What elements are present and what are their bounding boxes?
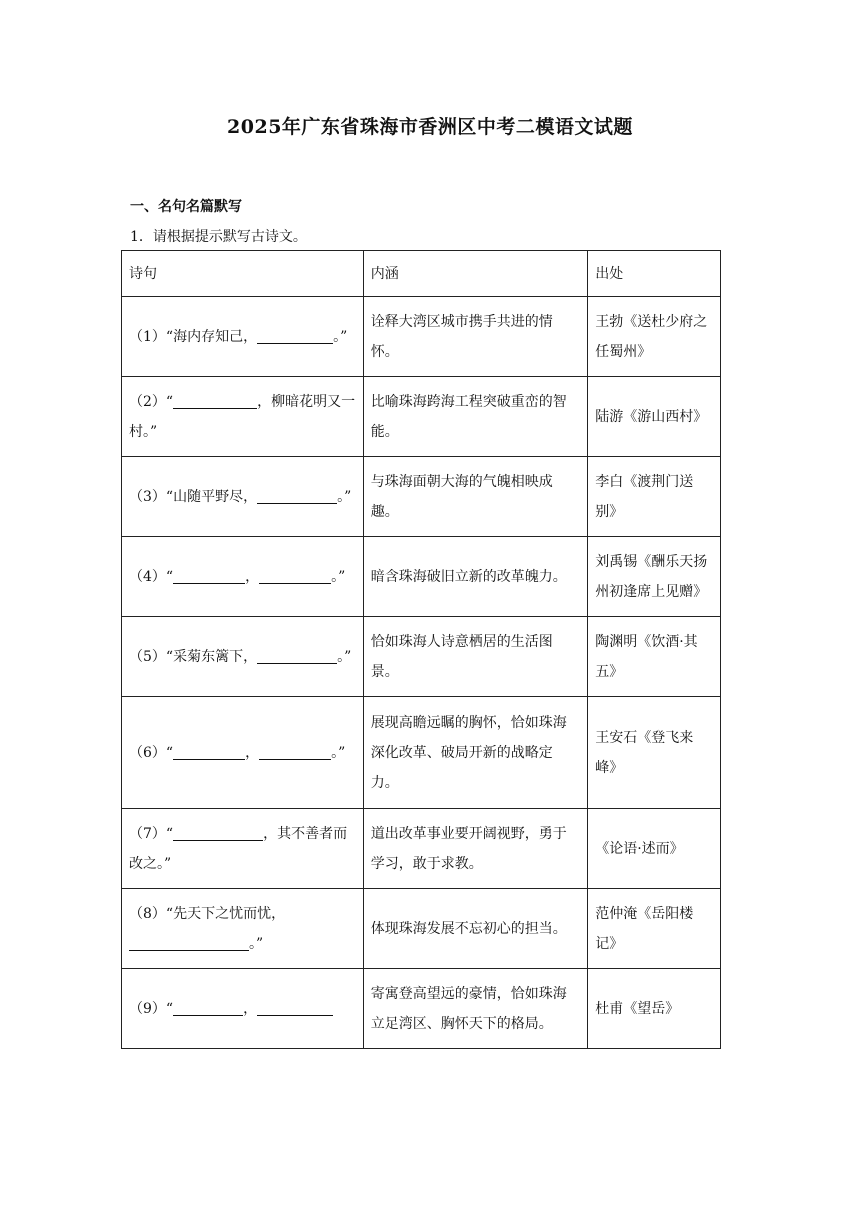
meaning-cell: 诠释大湾区城市携手共进的情怀。	[363, 297, 587, 377]
answer-blank[interactable]	[259, 569, 331, 584]
verse-text: ，其不善者而改之。”	[129, 825, 348, 872]
source-cell: 李白《渡荆门送别》	[588, 457, 721, 537]
page-title: 2025年广东省珠海市香洲区中考二模语文试题	[227, 116, 633, 138]
source-cell: 《论语·述而》	[588, 809, 721, 889]
table-row	[122, 617, 721, 697]
table-row	[122, 889, 721, 969]
source-cell: 范仲淹《岳阳楼记》	[588, 889, 721, 969]
verse-cell	[122, 377, 364, 457]
source-cell: 王安石《登飞来峰》	[588, 697, 721, 809]
table-row	[122, 457, 721, 537]
answer-blank[interactable]	[173, 394, 257, 409]
verse-text: 。”	[337, 488, 352, 505]
source-cell: 刘禹锡《酬乐天扬州初逢席上见赠》	[588, 537, 721, 617]
verse-text: 。”	[337, 648, 352, 665]
verse-text: （6）“	[129, 744, 174, 761]
meaning-cell: 暗含珠海破旧立新的改革魄力。	[363, 537, 587, 617]
verse-cell	[122, 297, 364, 377]
verse-cell	[122, 617, 364, 697]
verse-text: （9）“	[129, 1000, 174, 1017]
verse-text: ，柳暗花明又一村。”	[129, 393, 356, 440]
answer-blank[interactable]	[257, 649, 337, 664]
answer-blank[interactable]	[129, 936, 249, 951]
verse-cell	[122, 809, 364, 889]
table-row	[122, 377, 721, 457]
meaning-cell: 恰如珠海人诗意栖居的生活图景。	[363, 617, 587, 697]
poem-table	[121, 250, 721, 1049]
verse-cell	[122, 457, 364, 537]
verse-text: ，	[245, 568, 260, 585]
meaning-cell: 比喻珠海跨海工程突破重峦的智能。	[363, 377, 587, 457]
source-cell: 王勃《送杜少府之任蜀州》	[588, 297, 721, 377]
answer-blank[interactable]	[173, 569, 245, 584]
verse-cell	[122, 889, 364, 969]
meaning-cell: 体现珠海发展不忘初心的担当。	[363, 889, 587, 969]
verse-text: （2）“	[129, 393, 174, 410]
meaning-cell: 展现高瞻远瞩的胸怀，恰如珠海深化改革、破局开新的战略定力。	[363, 697, 587, 809]
verse-cell	[122, 697, 364, 809]
table-header-row	[122, 251, 721, 297]
answer-blank[interactable]	[259, 745, 331, 760]
meaning-cell: 寄寓登高望远的豪情，恰如珠海立足湾区、胸怀天下的格局。	[363, 969, 587, 1049]
verse-text: （4）“	[129, 568, 174, 585]
meaning-cell: 道出改革事业要开阔视野，勇于学习，敢于求教。	[363, 809, 587, 889]
source-cell: 陆游《游山西村》	[588, 377, 721, 457]
answer-blank[interactable]	[173, 1001, 243, 1016]
verse-text: （3）“山随平野尽，	[129, 488, 258, 505]
verse-cell	[122, 537, 364, 617]
verse-text: （8）“先天下之忧而忧，	[129, 905, 286, 922]
table-row	[122, 697, 721, 809]
verse-text: （1）“海内存知己，	[129, 328, 258, 345]
verse-text: 。”	[331, 568, 346, 585]
header-meaning: 内涵	[363, 251, 587, 297]
answer-blank[interactable]	[173, 745, 245, 760]
table-row	[122, 969, 721, 1049]
table-row	[122, 537, 721, 617]
answer-blank[interactable]	[257, 489, 337, 504]
verse-text: 。”	[331, 744, 346, 761]
question-prompt: 1．请根据提示默写古诗文。	[130, 229, 307, 245]
header-source: 出处	[588, 251, 721, 297]
header-verse: 诗句	[122, 251, 364, 297]
table-row	[122, 297, 721, 377]
verse-text: 。”	[249, 935, 264, 952]
verse-text: （7）“	[129, 825, 174, 842]
verse-text: 。”	[333, 328, 348, 345]
section-heading: 一、名句名篇默写	[130, 199, 242, 215]
verse-cell	[122, 969, 364, 1049]
table-row	[122, 809, 721, 889]
source-cell: 陶渊明《饮酒·其五》	[588, 617, 721, 697]
meaning-cell: 与珠海面朝大海的气魄相映成趣。	[363, 457, 587, 537]
verse-text: （5）“采菊东篱下，	[129, 648, 258, 665]
answer-blank[interactable]	[257, 1001, 333, 1016]
source-cell: 杜甫《望岳》	[588, 969, 721, 1049]
answer-blank[interactable]	[173, 826, 263, 841]
verse-text: ，	[245, 744, 260, 761]
answer-blank[interactable]	[257, 329, 333, 344]
verse-text: ，	[243, 1000, 258, 1017]
